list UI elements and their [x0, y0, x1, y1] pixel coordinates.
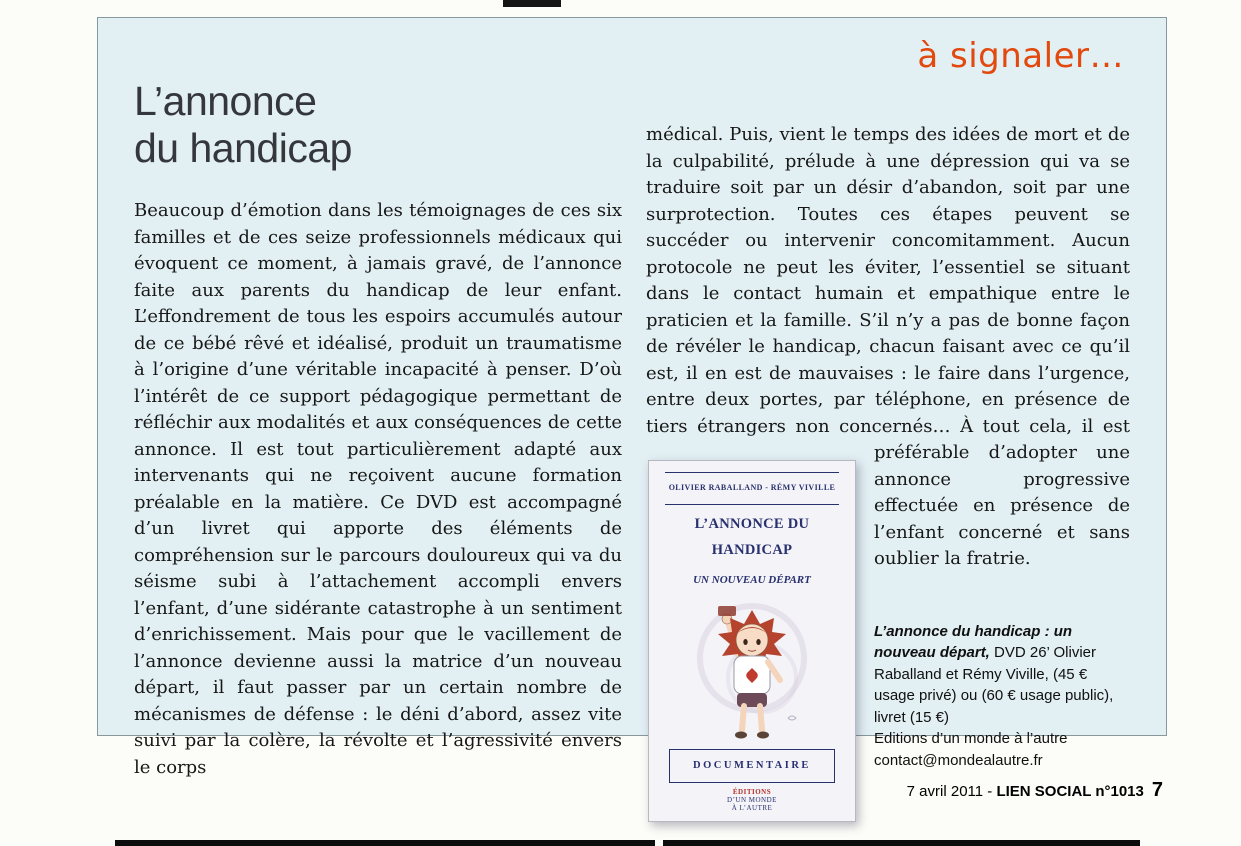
article-body-right-part1: médical. Puis, vient le temps des idées de mort et de la culpabilité, prélude à une dépression qui va se traduire soit par un désir d’abandon, soit par une surprotection. Toutes ces étapes peuvent se succéder ou intervenir concomitamment. Aucun protocole ne peut les éviter, l’essentiel se situant dans le contact humain et empathique entre le praticien et la famille. S’il n’y a pas de bonne façon de révéler le handicap, chacun faisant avec ce qu’il est, il en est de mauvaises : le faire dans l’urgence, entre deux portes, par téléphone, en présence de tiers étrangers non concernés… À tout: [646, 124, 1130, 437]
cover-illustration: [688, 598, 816, 746]
cover-subtitle: UN NOUVEAU DÉPART: [693, 573, 811, 586]
article-title: [134, 78, 352, 172]
cover-publisher-line2: D’UN MONDE: [727, 795, 777, 804]
cover-genre-label: DOCUMENTAIRE: [669, 749, 835, 783]
page-footer: [907, 779, 1163, 802]
caption-title: L’annonce du handicap : un nouveau départ,: [874, 622, 1073, 661]
article-title-line1: L’annonce: [134, 78, 317, 124]
cover-top-rule: [665, 472, 839, 473]
article-body-left: Beaucoup d’émotion dans les témoignages de ces six familles et de ces seize professionnels médicaux qui évoquent ce moment, à jamais gravé, de l’annonce faite aux parents du handicap de leur enfant. L’effondrement de tous les espoirs accumulés autour de ce bébé rêvé et idéalisé, produit un traumatisme à l’origine d’une véritable incapacité à penser. D’où l’intérêt de ce support pédagogique permettant de réfléchir aux modalités et aux conséquences de cette annonce. Il est tout particulièrement adapté aux intervenants qui ne reçoivent aucune formation préalable en la matière. Ce DVD est accompagné d’un livret qui apporte des éléments de compréhension sur le parcours douloureux qui va du séisme subi à l’attachement accompli envers l’enfant, d’une sidérante catastrophe à un sentiment d’enrichissement. Mais pour que le vacillement de l’annonce devienne aussi la matrice d’un nouveau départ, il faut passer par un certain nombre de mécanismes de défense : le déni d’abord, assez vite suivi par la colère, la révolte et l’agressivité envers le corps: [134, 200, 622, 778]
cover-title: L’ANNONCE DU HANDICAP: [694, 515, 810, 558]
scan-artifact-top: [503, 0, 561, 7]
dvd-cover: [648, 460, 856, 822]
cover-publisher-mark: [657, 788, 847, 812]
cover-authors-rule: [665, 504, 839, 505]
article-title-line2: du handicap: [134, 125, 352, 171]
caption-publisher: Editions d’un monde à l’autre: [874, 730, 1068, 747]
cover-publisher-line1: ÉDITIONS: [732, 787, 772, 796]
caption-details: DVD 26’ Olivier Raballand et Rémy Viville, (45 € usage privé) ou (60 € usage public), livret (15 €): [874, 644, 1114, 726]
scan-artifact-bottom-right: [663, 840, 1140, 846]
manga-girl-drawing: [688, 598, 816, 746]
section-tag: à signaler…: [917, 36, 1124, 76]
footer-date: 7 avril 2011 -: [906, 783, 997, 800]
footer-page-number: 7: [1151, 779, 1163, 801]
cover-publisher-line3: À L’AUTRE: [731, 803, 773, 812]
scan-artifact-bottom-left: [115, 840, 655, 846]
article-column-right: [646, 122, 1130, 830]
footer-journal: LIEN SOCIAL n°1013: [996, 783, 1144, 800]
article-body-right-part2: cela, il est préférable d’adopter une annonce progressive effectuée en présence de l’enfant concerné et sans oublier la fratrie.: [874, 415, 1130, 569]
caption-contact: contact@mondealautre.fr: [874, 751, 1043, 769]
cover-authors: OLIVIER RABALLAND - RÉMY VIVILLE: [668, 483, 836, 492]
